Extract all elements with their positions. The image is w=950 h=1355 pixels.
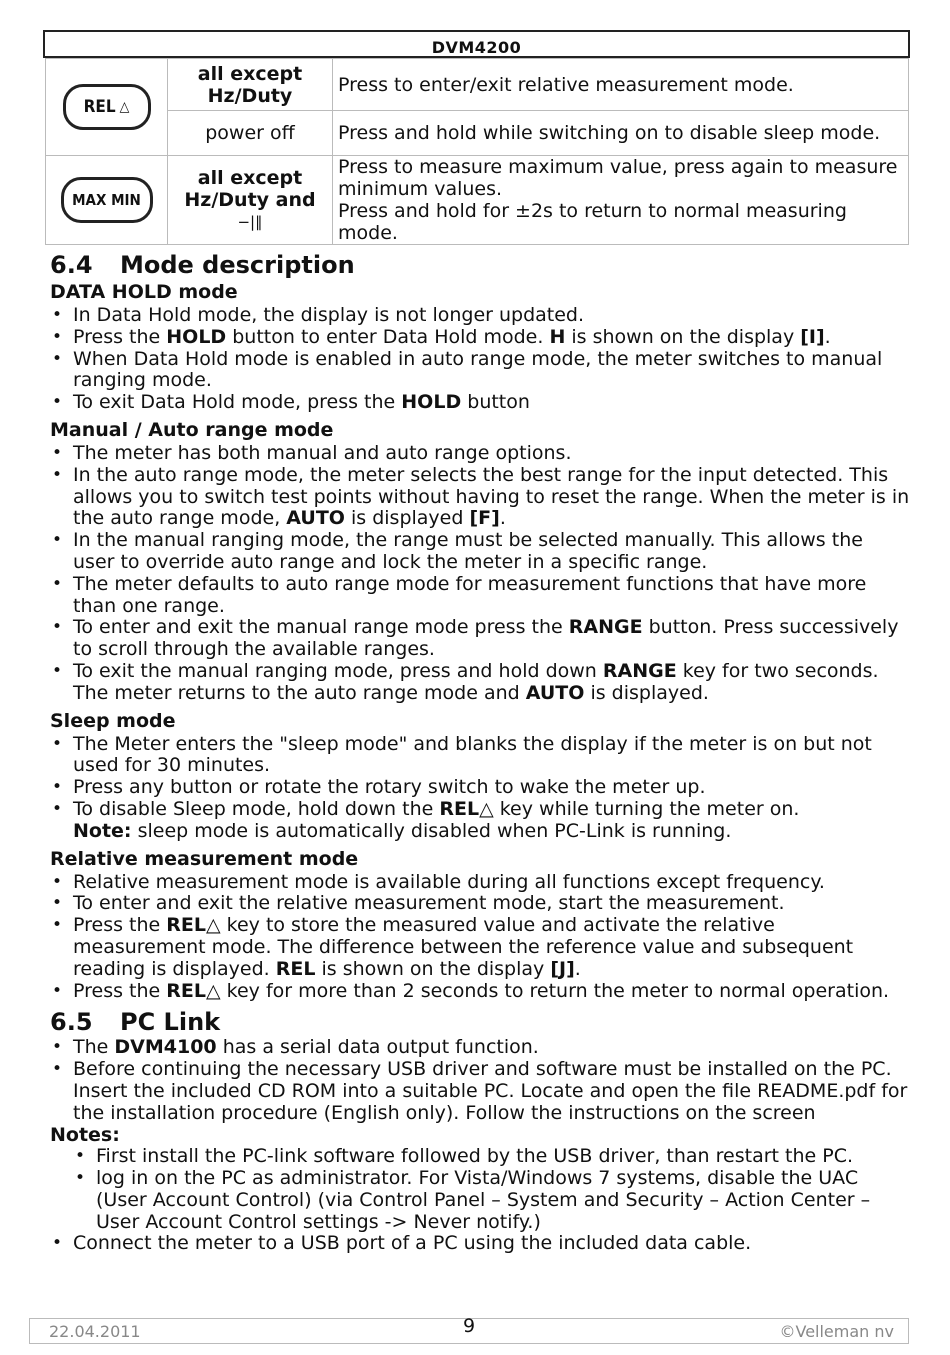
notes-heading: Notes: [50, 1123, 120, 1146]
list-item: • First install the PC-link software followed by the USB driver, than restart the PC. [50, 1146, 910, 1168]
list-item: • Connect the meter to a USB port of a PC using the included data cable. [50, 1233, 910, 1255]
footer-date: 22.04.2011 [49, 1322, 141, 1341]
subsection-heading: DATA HOLD mode [50, 281, 238, 303]
page-number: 9 [462, 1315, 476, 1337]
key-function-table [45, 58, 909, 245]
list-item: • To exit Data Hold mode, press the HOLD button [50, 392, 910, 414]
list-item: • log in on the PC as administrator. For Vista/Windows 7 systems, disable the UAC (User Account Control) (via Control Panel – System and Security – Action Center – User Account Control settings -> Never notify.) [50, 1168, 910, 1233]
subsection-heading: Sleep mode [50, 709, 176, 732]
list-item: • To exit the manual ranging mode, press and hold down RANGE key for two seconds. The meter returns to the auto range mode and AUTO is displayed. [50, 661, 910, 705]
list-item: • The meter defaults to auto range mode for measurement functions that have more than one range. [50, 574, 910, 618]
function-cell: power off [168, 111, 333, 156]
table-row [46, 59, 909, 111]
maxmin-key-cell [46, 156, 168, 245]
list-item: • Press any button or rotate the rotary switch to wake the meter up. [50, 777, 910, 799]
list-item: • To disable Sleep mode, hold down the REL△ key while turning the meter on. Note: sleep mode is automatically disabled when PC-Link is running. [50, 799, 910, 843]
subsection-heading: Relative measurement mode [50, 847, 359, 870]
table-row [46, 156, 909, 245]
triangle-icon: △ [479, 797, 494, 820]
list-item: • To enter and exit the manual range mode press the RANGE button. Press successively to scroll through the available ranges. [50, 617, 910, 661]
section-heading: 6.5 PC Link [50, 1008, 221, 1037]
list-item: • To enter and exit the relative measurement mode, start the measurement. [50, 893, 910, 915]
description-cell: Press and hold while switching on to disable sleep mode. [333, 111, 909, 156]
notes-list [50, 1146, 910, 1233]
function-cell: all except Hz/Duty [168, 59, 333, 111]
list-item: • Press the REL△ key for more than 2 seconds to return the meter to normal operation. [50, 981, 910, 1003]
triangle-icon: △ [205, 914, 221, 937]
page-header [43, 30, 910, 58]
rel-key-icon: REL △ [63, 84, 151, 130]
description-cell: Press to enter/exit relative measurement mode. [333, 59, 909, 111]
list-item: • In Data Hold mode, the display is not longer updated. [50, 305, 910, 327]
subsection-heading: Manual / Auto range mode [50, 418, 334, 441]
document-title: DVM4200 [431, 38, 522, 57]
copyright: ©Velleman nv [779, 1322, 894, 1341]
sleep-mode-list [50, 734, 910, 843]
range-mode-list [50, 443, 910, 705]
description-cell: Press to measure maximum value, press again to measure minimum values. Press and hold for ±2s to return to normal measuring mode. [333, 156, 909, 245]
max-min-key-icon: MAX MIN [61, 177, 153, 223]
list-item: • The Meter enters the "sleep mode" and blanks the display if the meter is on but not used for 30 minutes. [50, 734, 910, 778]
list-item: • Press the REL△ key to store the measured value and activate the relative measurement mode. The difference between the reference value and subsequent reading is displayed. REL is shown on the display [J]. [50, 915, 910, 980]
triangle-icon: △ [205, 979, 221, 1002]
section-heading: 6.4 Mode description [50, 251, 355, 279]
pc-link-list-end [50, 1233, 910, 1255]
data-hold-list [50, 305, 910, 414]
list-item: • In the auto range mode, the meter selects the best range for the input detected. This allows you to switch test points without having to reset the range. When the meter is in the auto range mode, AUTO is displayed [F]. [50, 465, 910, 530]
rel-key-cell [46, 59, 168, 156]
list-item: • The DVM4100 has a serial data output function. [50, 1037, 910, 1059]
pc-link-list [50, 1037, 910, 1124]
relative-mode-list [50, 872, 910, 1003]
capacitor-icon: −|∥ [237, 213, 263, 231]
list-item: • In the manual ranging mode, the range must be selected manually. This allows the user to override auto range and lock the meter in a specific range. [50, 530, 910, 574]
list-item: • Before continuing the necessary USB driver and software must be installed on the PC. Insert the included CD ROM into a suitable PC. Locate and open the file README.pdf for the installation procedure (English only). Follow the instructions on the screen [50, 1059, 910, 1124]
list-item: • The meter has both manual and auto range options. [50, 443, 910, 465]
table-row [46, 111, 909, 156]
list-item: • When Data Hold mode is enabled in auto range mode, the meter switches to manual ranging mode. [50, 349, 910, 393]
main-content [50, 250, 910, 1255]
page-footer [29, 1315, 909, 1344]
list-item: • Press the HOLD button to enter Data Hold mode. H is shown on the display [I]. [50, 327, 910, 349]
list-item: • Relative measurement mode is available during all functions except frequency. [50, 872, 910, 894]
function-cell: all except Hz/Duty and −|∥ [168, 156, 333, 245]
